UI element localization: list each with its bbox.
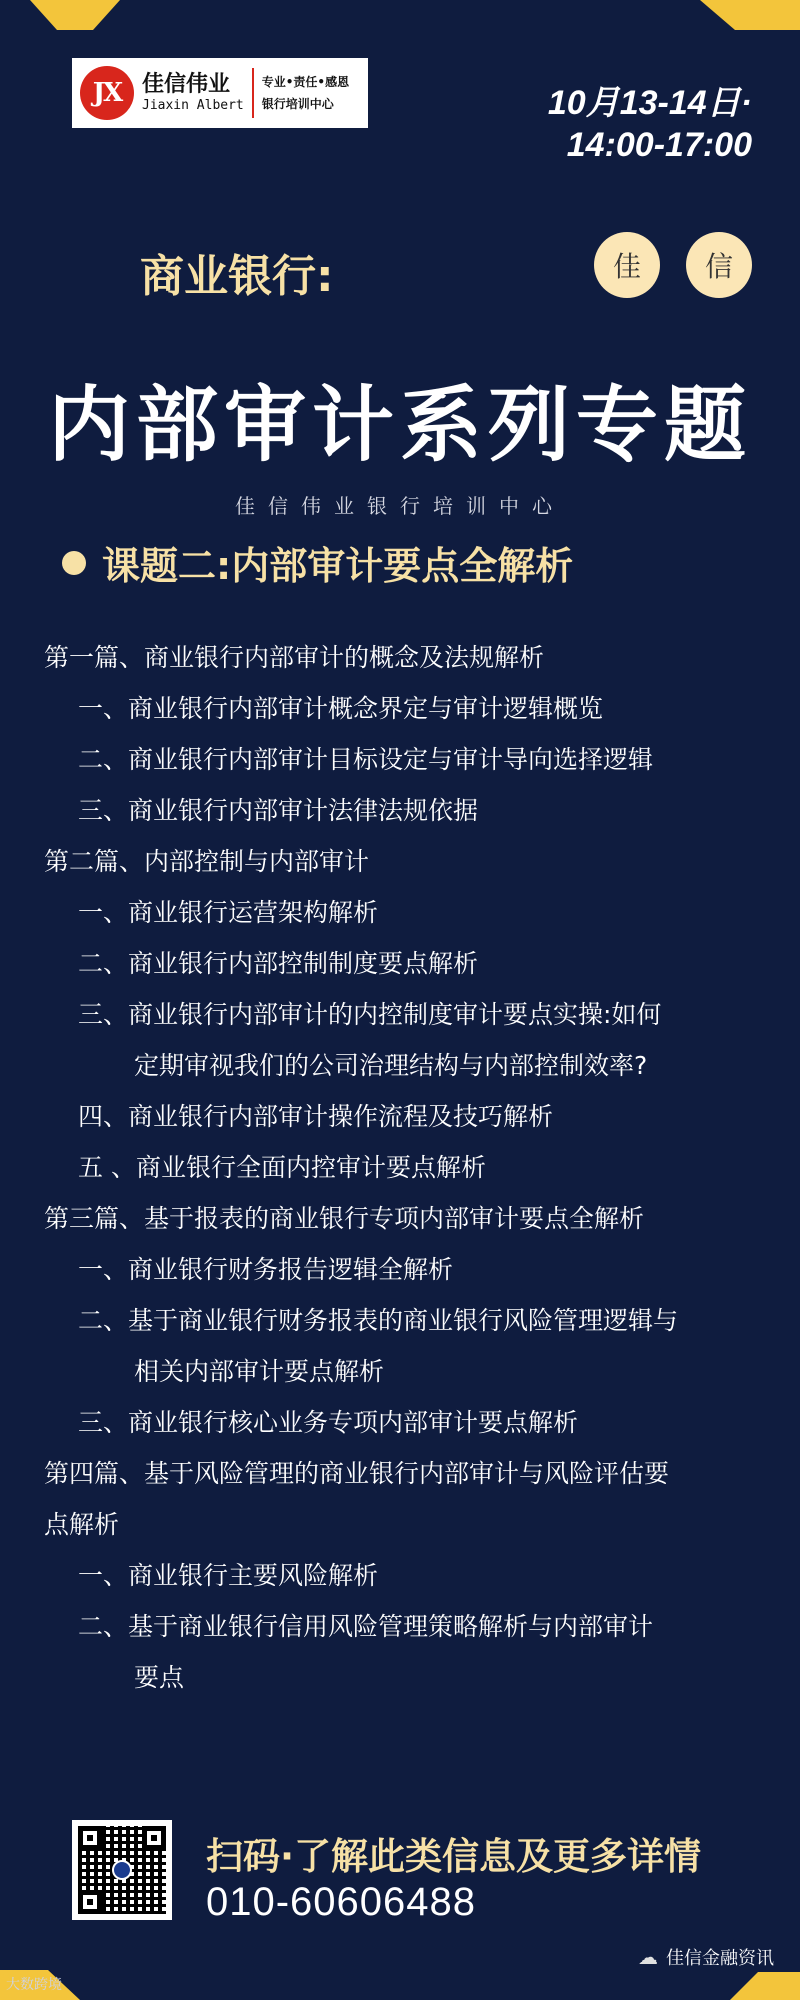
outline-item: 三、商业银行内部审计的内控制度审计要点实操:如何 — [78, 1000, 662, 1029]
logo-tagline: 专业•责任•感恩 — [261, 75, 350, 89]
outline-item: 一、商业银行财务报告逻辑全解析 — [78, 1255, 454, 1284]
logo-center-name: 银行培训中心 — [261, 97, 334, 111]
qr-pattern — [78, 1826, 166, 1914]
decor-corner-bottom-right — [730, 1972, 800, 2000]
event-date — [548, 82, 752, 166]
qr-finder — [142, 1826, 166, 1850]
outline-item-continued: 要点 — [134, 1663, 185, 1692]
organizer-line: 佳信伟业银行培训中心 — [235, 494, 565, 518]
event-date-days: 10月13-14日· — [547, 84, 752, 122]
qr-finder — [78, 1826, 102, 1850]
badge-xin: 信 — [686, 232, 752, 298]
outline-item: 一、商业银行运营架构解析 — [78, 898, 379, 927]
outline-item: 二、基于商业银行信用风险管理策略解析与内部审计 — [78, 1612, 654, 1641]
outline-item: 五 、商业银行全面内控审计要点解析 — [78, 1153, 486, 1182]
qr-finder — [78, 1890, 102, 1914]
topic-text: 课题二:内部审计要点全解析 — [102, 544, 574, 588]
outline-item-continued: 定期审视我们的公司治理结构与内部控制效率? — [134, 1051, 648, 1080]
logo-mark: JX — [80, 66, 134, 120]
source-watermark: 大数跨境 — [6, 1977, 62, 1993]
decor-corner-top-right — [700, 0, 800, 30]
outline-item: 二、商业银行内部审计目标设定与审计导向选择逻辑 — [78, 745, 654, 774]
outline-item: 二、基于商业银行财务报表的商业银行风险管理逻辑与 — [78, 1306, 679, 1335]
decor-corner-top-left — [30, 0, 120, 30]
badge-jia: 佳 — [594, 232, 660, 298]
outline-part-1: 第一篇、商业银行内部审计的概念及法规解析 — [44, 643, 545, 672]
phone-number: 010-60606488 — [206, 1880, 477, 1924]
brand-logo — [72, 58, 368, 128]
logo-names — [142, 72, 244, 114]
qr-code[interactable] — [72, 1820, 172, 1920]
wechat-icon: ☁ — [638, 1945, 658, 1969]
account-name: 佳信金融资讯 — [666, 1948, 774, 1969]
logo-tags — [262, 71, 349, 115]
page-title: 内部审计系列专题 — [47, 378, 752, 473]
subtitle: 商业银行: — [140, 251, 334, 302]
outline-item: 三、商业银行内部审计法律法规依据 — [78, 796, 479, 825]
event-date-time: 14:00-17:00 — [566, 126, 752, 164]
outline-part-2: 第二篇、内部控制与内部审计 — [44, 847, 370, 876]
logo-name-cn: 佳信伟业 — [142, 72, 231, 97]
outline-part-4: 第四篇、基于风险管理的商业银行内部审计与风险评估要 — [44, 1459, 670, 1488]
bullet-icon — [62, 551, 86, 575]
outline-item-continued: 相关内部审计要点解析 — [134, 1357, 385, 1386]
qr-center-logo — [112, 1860, 132, 1880]
outline-item: 一、商业银行主要风险解析 — [78, 1561, 379, 1590]
outline-item: 四、商业银行内部审计操作流程及技巧解析 — [78, 1102, 554, 1131]
outline-part-3: 第三篇、基于报表的商业银行专项内部审计要点全解析 — [44, 1204, 645, 1233]
outline-item: 二、商业银行内部控制制度要点解析 — [78, 949, 479, 978]
account-watermark — [638, 1944, 774, 1970]
cta-text: 扫码·了解此类信息及更多详情 — [206, 1835, 702, 1878]
outline-part-4-continued: 点解析 — [44, 1510, 120, 1539]
topic-heading — [62, 535, 573, 590]
logo-name-en: Jiaxin Albert — [142, 98, 244, 113]
outline-item: 三、商业银行核心业务专项内部审计要点解析 — [78, 1408, 579, 1437]
outline-item: 一、商业银行内部审计概念界定与审计逻辑概览 — [78, 694, 604, 723]
course-outline — [44, 632, 774, 1703]
logo-divider — [252, 68, 254, 118]
